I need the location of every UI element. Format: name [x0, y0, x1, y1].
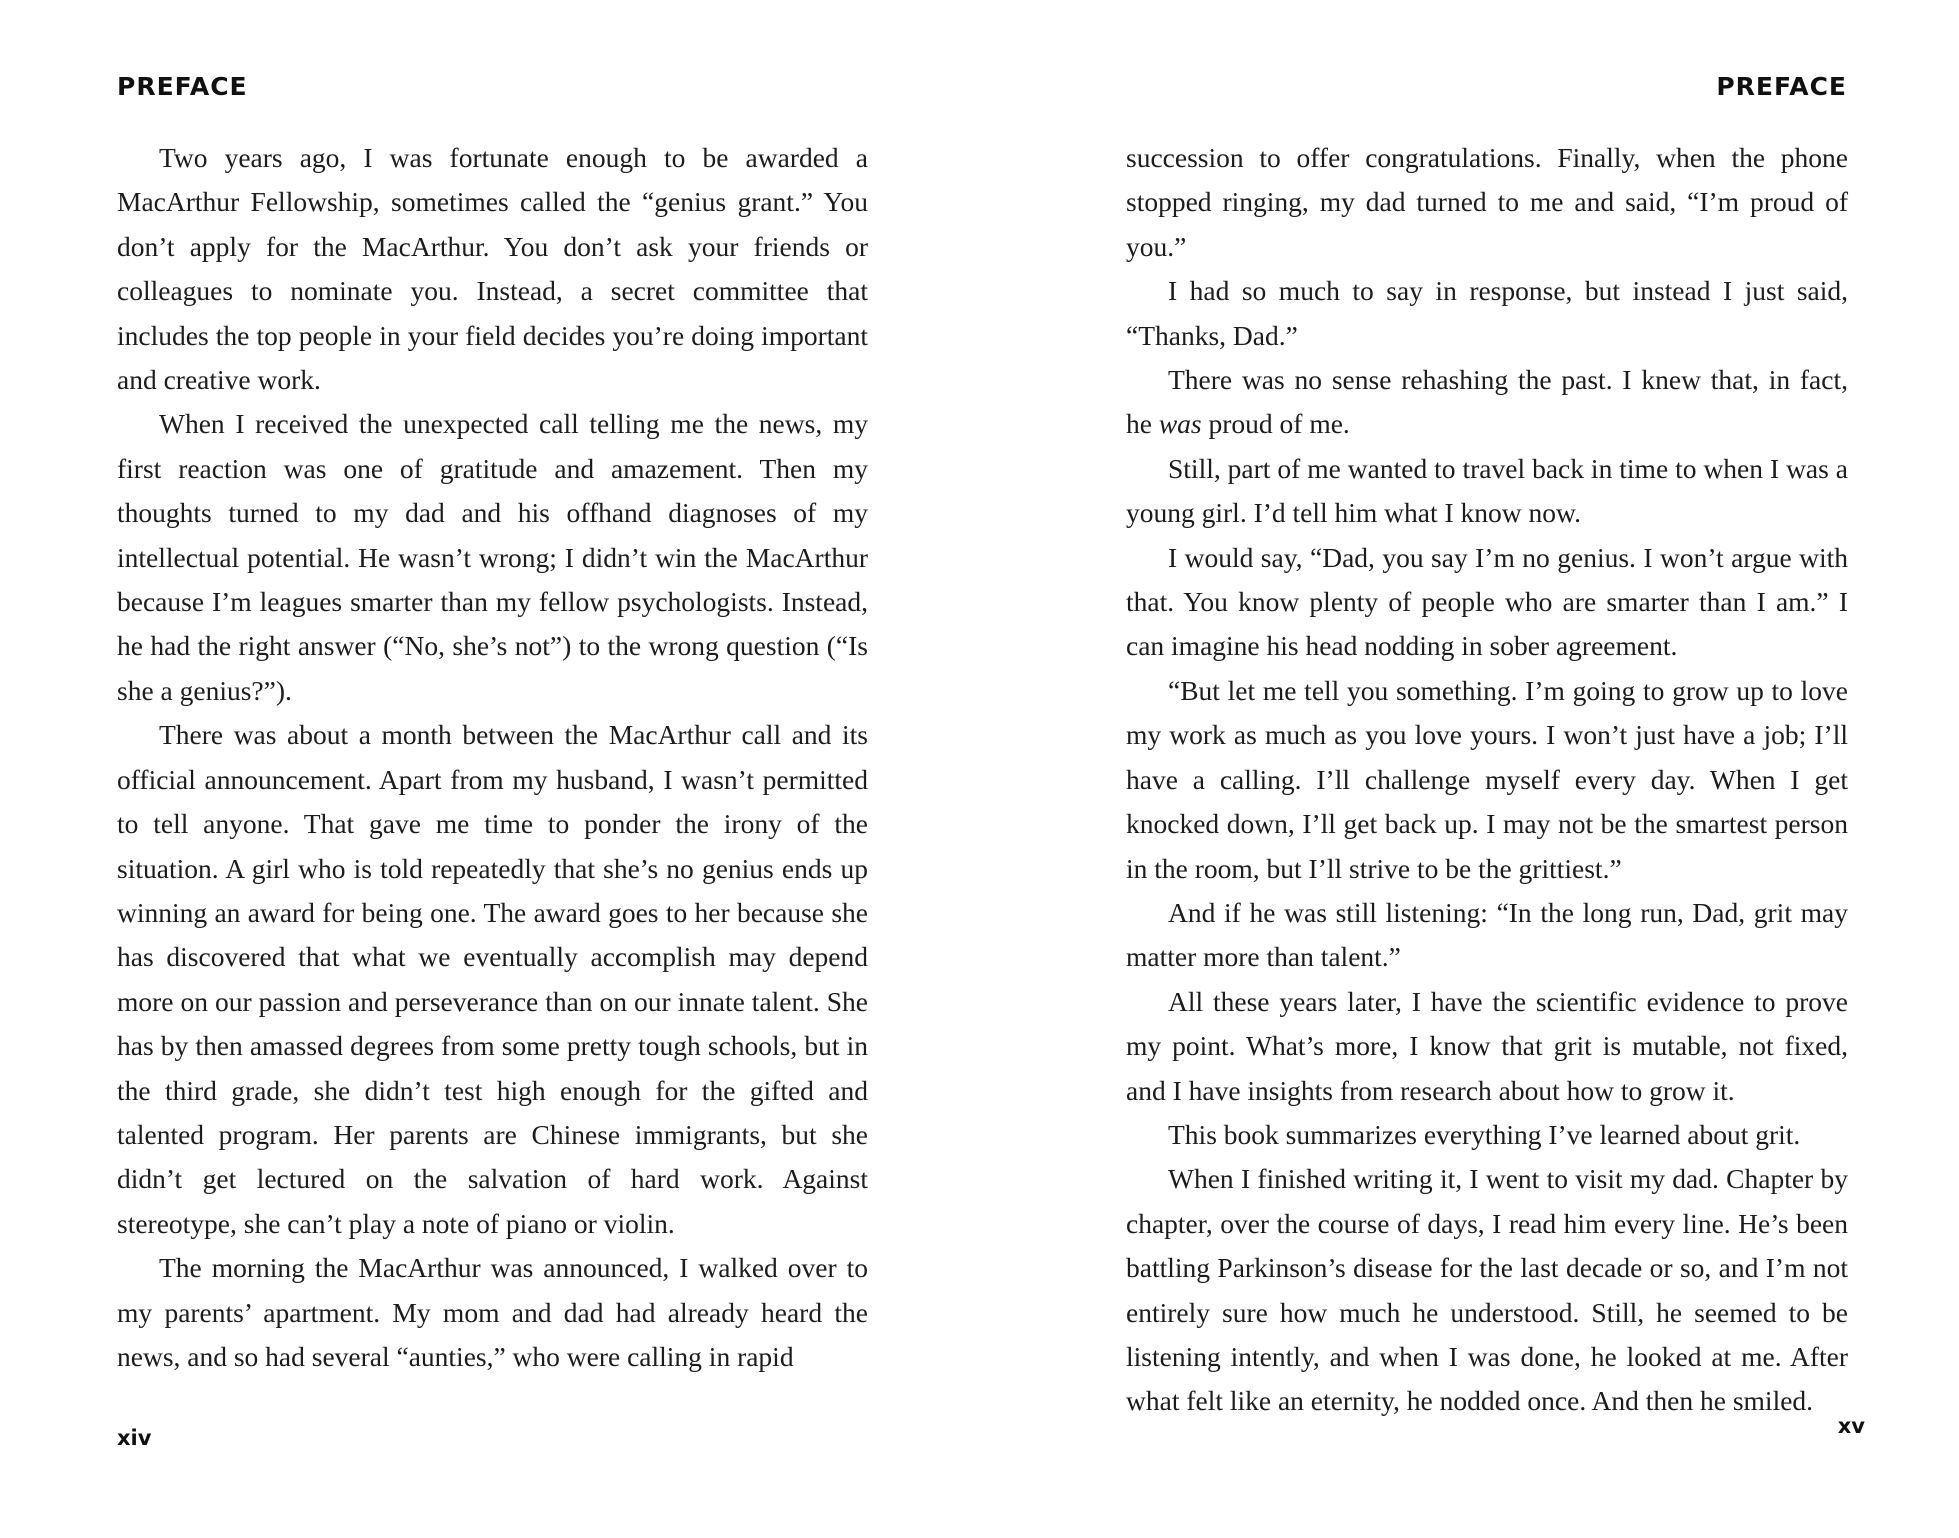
- left-page-body: [117, 136, 868, 1379]
- paragraph: This book summarizes everything I’ve learned about grit.: [1168, 1118, 1801, 1150]
- paragraph: “But let me tell you something. I’m going to grow up to love my work as much as you love yours. I won’t just have a job; I’ll have a calling. I’ll challenge myself every day. When I get knocked down, I’ll get back up. I may not be the smartest person in the room, but I’ll strive to be the grittiest.”: [1126, 674, 1848, 884]
- running-head-left: PREFACE: [117, 72, 248, 101]
- right-page-body: [1126, 136, 1848, 1424]
- paragraph: I would say, “Dad, you say I’m no genius. I won’t argue with that. You know plenty of people who are smarter than I am.” I can imagine his head nodding in sober agreement.: [1126, 541, 1848, 662]
- paragraph: Still, part of me wanted to travel back in time to when I was a young girl. I’d tell him what I know now.: [1126, 452, 1848, 529]
- paragraph: [1126, 358, 1848, 447]
- paragraph: There was about a month between the MacArthur call and its official announcement. Apart from my husband, I wasn’t permitted to tell anyone. That gave me time to ponder the irony of the situation. A girl who is told repeatedly that she’s no genius ends up winning an award for being one. The award goes to her because she has discovered that what we eventually accomplish may depend more on our passion and perseverance than on our innate talent. She has by then amassed degrees from some pretty tough schools, but in the third grade, she didn’t test high enough for the gifted and talented program. Her parents are Chinese immigrants, but she didn’t get lectured on the salvation of hard work. Against stereotype, she can’t play a note of piano or violin.: [117, 719, 868, 1239]
- paragraph-text: There was no sense rehashing the past. I knew that, in fact,: [1168, 364, 1848, 396]
- emphasis-was: was: [1158, 408, 1202, 440]
- paragraph: When I received the unexpected call telling me the news, my first reaction was one of gratitude and amazement. Then my thoughts turned to my dad and his offhand diagnoses of my intellectual potential. He wasn’t wrong; I didn’t win the MacArthur because I’m leagues smarter than my fellow psychologists. Instead, he had the right answer (“No, she’s not”) to the wrong question (“Is she a genius?”).: [117, 408, 868, 706]
- page-number-right: xv: [1837, 1414, 1865, 1438]
- paragraph: All these years later, I have the scientific evidence to prove my point. What’s more, I know that grit is mutable, not fixed, and I have insights from research about how to grow it.: [1126, 985, 1848, 1106]
- paragraph: I had so much to say in response, but instead I just said, “Thanks, Dad.”: [1126, 275, 1848, 351]
- right-page: [980, 0, 1959, 1538]
- paragraph: When I finished writing it, I went to visit my dad. Chapter by chapter, over the course of days, I read him every line. He’s been battling Parkinson’s disease for the last decade or so, and I’m not entirely sure how much he understood. Still, he seemed to be listening intently, and when I was done, he looked at me. After what felt like an eternity, he nodded once. And then he smiled.: [1126, 1163, 1848, 1417]
- paragraph-continued: succession to offer congratulations. Finally, when the phone stopped ringing, my dad turned to me and said, “I’m proud of you.”: [1126, 142, 1848, 262]
- running-head-right: PREFACE: [1716, 72, 1847, 101]
- proud-line-after: proud of me.: [1208, 408, 1350, 440]
- paragraph: And if he was still listening: “In the long run, Dad, grit may matter more than talent.”: [1126, 896, 1848, 973]
- paragraph: The morning the MacArthur was announced, I walked over to my parents’ apartment. My mom and dad had already heard the news, and so had several “aunties,” who were calling in rapid: [117, 1252, 868, 1372]
- proud-line-before: he: [1126, 408, 1152, 440]
- page-number-left: xiv: [117, 1426, 152, 1450]
- paragraph: Two years ago, I was fortunate enough to be awarded a MacArthur Fellowship, sometimes called the “genius grant.” You don’t apply for the MacArthur. You don’t ask your friends or colleagues to nominate you. Instead, a secret committee that includes the top people in your field decides you’re doing important and creative work.: [117, 142, 868, 396]
